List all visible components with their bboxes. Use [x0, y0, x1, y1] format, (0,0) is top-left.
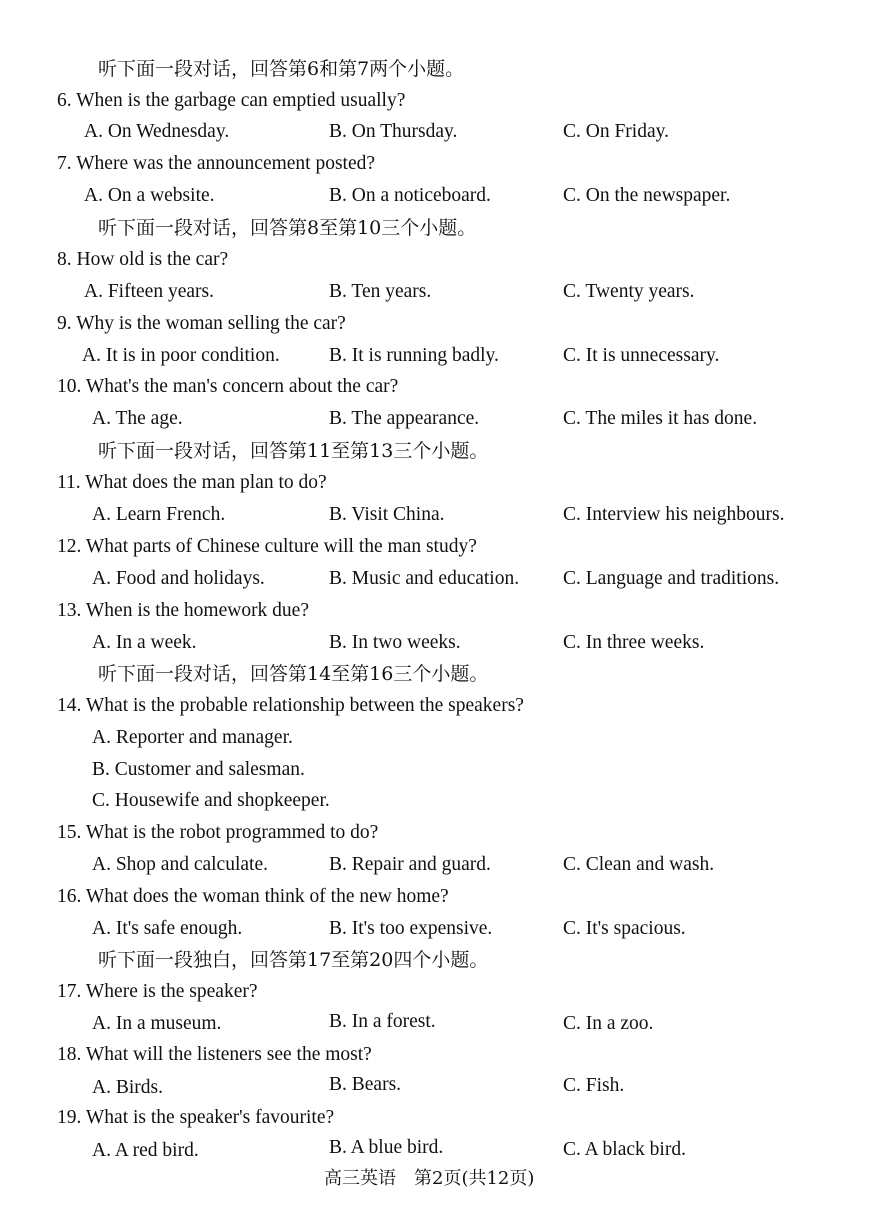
question-text: 14. What is the probable relationship between the speakers?: [57, 695, 524, 716]
option-c: C. In three weeks.: [563, 632, 705, 653]
option-a: A. On Wednesday.: [84, 121, 230, 142]
question-text: 9. Why is the woman selling the car?: [57, 313, 346, 334]
option-b: B. Bears.: [329, 1074, 402, 1095]
option-b: B. It is running badly.: [329, 345, 499, 366]
option-a: A. Shop and calculate.: [92, 854, 268, 875]
option-b: B. Customer and salesman.: [92, 759, 305, 780]
option-a: A. Fifteen years.: [84, 281, 214, 302]
option-b: B. The appearance.: [329, 408, 480, 429]
option-b: B. Visit China.: [329, 504, 445, 525]
option-b: B. In a forest.: [329, 1011, 436, 1032]
option-a: A. On a website.: [84, 185, 215, 206]
question-text: 6. When is the garbage can emptied usually?: [57, 90, 406, 111]
section-instruction: 听下面一段对话，回答第14至第16三个小题。: [98, 663, 489, 685]
option-c: C. A black bird.: [563, 1139, 686, 1160]
section-instruction: 听下面一段对话，回答第8至第10三个小题。: [98, 217, 477, 239]
question-text: 15. What is the robot programmed to do?: [57, 822, 379, 843]
option-a: A. Birds.: [92, 1077, 163, 1098]
question-text: 18. What will the listeners see the most?: [57, 1044, 372, 1065]
option-a: A. It's safe enough.: [92, 918, 243, 939]
question-text: 16. What does the woman think of the new home?: [57, 886, 449, 907]
option-c: C. Clean and wash.: [563, 854, 715, 875]
option-a: A. Learn French.: [92, 504, 226, 525]
question-text: 19. What is the speaker's favourite?: [57, 1107, 335, 1128]
option-c: C. Housewife and shopkeeper.: [92, 790, 330, 811]
option-b: B. Repair and guard.: [329, 854, 491, 875]
option-c: C. Fish.: [563, 1075, 625, 1096]
option-c: C. Language and traditions.: [563, 568, 780, 589]
question-text: 8. How old is the car?: [57, 249, 229, 270]
option-c: C. It is unnecessary.: [563, 345, 720, 366]
question-text: 7. Where was the announcement posted?: [57, 153, 376, 174]
section-instruction: 听下面一段对话，回答第11至第13三个小题。: [98, 440, 489, 462]
option-c: C. On Friday.: [563, 121, 669, 142]
section-instruction: 听下面一段对话，回答第6和第7两个小题。: [98, 58, 465, 80]
section-instruction: 听下面一段独白，回答第17至第20四个小题。: [98, 949, 489, 971]
question-text: 17. Where is the speaker?: [57, 981, 258, 1002]
option-c: C. Interview his neighbours.: [563, 504, 785, 525]
option-a: A. A red bird.: [92, 1140, 199, 1161]
page-footer: 高三英语 第2页(共12页): [324, 1168, 535, 1189]
option-b: B. In two weeks.: [329, 632, 461, 653]
option-c: C. On the newspaper.: [563, 185, 731, 206]
question-text: 10. What's the man's concern about the car?: [57, 376, 399, 397]
option-a: A. The age.: [92, 408, 183, 429]
option-a: A. It is in poor condition.: [82, 345, 280, 366]
option-a: A. Food and holidays.: [92, 568, 265, 589]
option-b: B. Music and education.: [329, 568, 520, 589]
question-text: 11. What does the man plan to do?: [57, 472, 327, 493]
option-b: B. On Thursday.: [329, 121, 458, 142]
option-c: C. Twenty years.: [563, 281, 695, 302]
option-a: A. In a museum.: [92, 1013, 222, 1034]
question-text: 12. What parts of Chinese culture will the man study?: [57, 536, 477, 557]
option-b: B. It's too expensive.: [329, 918, 493, 939]
option-c: C. In a zoo.: [563, 1013, 654, 1034]
option-b: B. A blue bird.: [329, 1137, 444, 1158]
question-text: 13. When is the homework due?: [57, 600, 309, 621]
option-b: B. Ten years.: [329, 281, 432, 302]
option-c: C. The miles it has done.: [563, 408, 758, 429]
option-b: B. On a noticeboard.: [329, 185, 491, 206]
option-a: A. Reporter and manager.: [92, 727, 293, 748]
option-a: A. In a week.: [92, 632, 197, 653]
option-c: C. It's spacious.: [563, 918, 686, 939]
